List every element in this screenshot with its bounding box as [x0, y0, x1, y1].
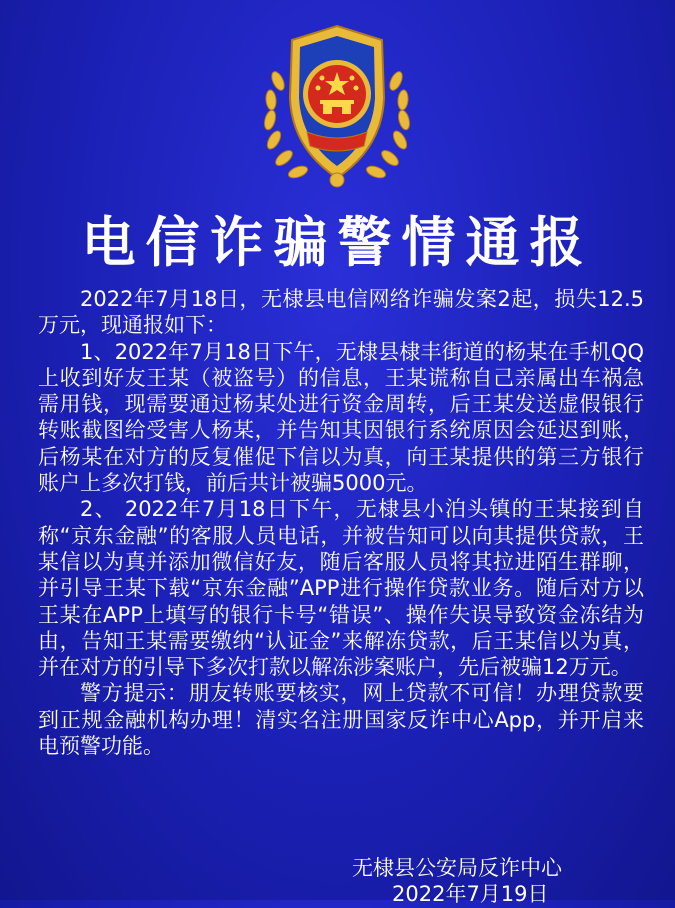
intro-paragraph: 2022年7月18日，无棣县电信网络诈骗发案2起，损失12.5万元，现通报如下： — [38, 287, 644, 338]
notice-body — [38, 286, 644, 759]
case-2-paragraph: 2、 2022年7月18日下午，无棣县小泊头镇的王某接到自称“京东金融”的客服人员电话，并被告知可以向其提供贷款，王某信以为真并添加微信好友，随后客服人员将其拉进陌生群聊，并引导王某下载“京东金融”APP进行操作贷款业务。随后对方以王某在APP上填写的银行卡号“错误”、操作失误导致资金冻结为由，告知王某需要缴纳“认证金”来解冻贷款，后王某信以为真，并在对方的引导下多次打款以解冻涉案账户，先后被骗12万元。 — [38, 497, 644, 680]
police-emblem-icon — [252, 20, 422, 200]
issue-date: 2022年7月19日 — [392, 882, 549, 907]
police-tip-paragraph: 警方提示：朋友转账要核实，网上贷款不可信！办理贷款要到正规金融机构办理！清实名注册国家反诈中心App，并开启来电预警功能。 — [38, 681, 644, 759]
case-1-paragraph: 1、2022年7月18日下午，无棣县棣丰街道的杨某在手机QQ上收到好友王某（被盗号）的信息，王某谎称自己亲属出车祸急需用钱，现需要通过杨某处进行资金周转，后王某发送虚假银行转账截图给受害人杨某，并告知其因银行系统原因会延迟到账，后杨某在对方的反复催促下信以为真，向王某提供的第三方银行账户上多次打钱，前后共计被骗5000元。 — [38, 339, 644, 496]
notice-title: 电信诈骗警情通报 — [81, 211, 594, 274]
issuing-organization: 无棣县公安局反诈中心 — [352, 856, 562, 880]
